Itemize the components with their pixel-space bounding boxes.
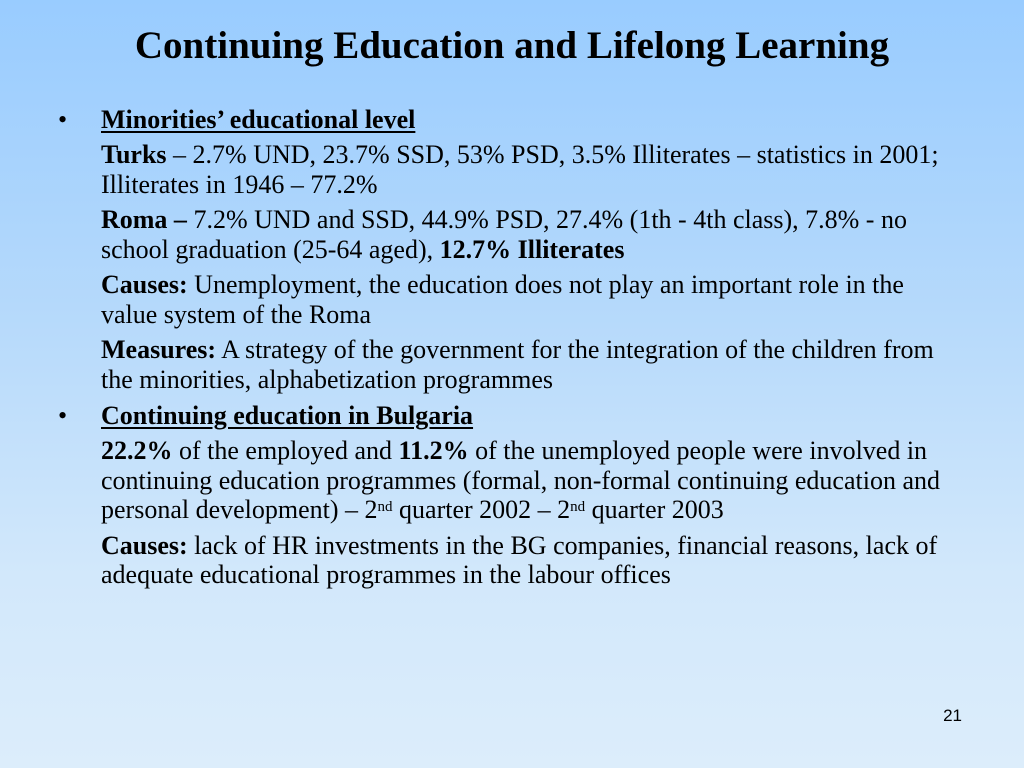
page-number: 21 xyxy=(943,706,962,725)
turks-text: – 2.7% UND, 23.7% SSD, 53% PSD, 3.5% Illiterates – statistics in 2001; Illiterates in 1946 – 77.2% xyxy=(101,140,939,199)
bullet-icon: • xyxy=(58,105,68,134)
roma-illiterates-emphasis: 12.7% Illiterates xyxy=(439,234,625,264)
causes-label: Causes: xyxy=(101,270,188,299)
paragraph-participation-stats xyxy=(101,436,956,525)
causes-text: Unemployment, the education does not play an important role in the value system of the Roma xyxy=(101,270,904,329)
measures-label: Measures: xyxy=(101,335,217,364)
turks-label: Turks xyxy=(101,140,167,169)
stats-text-c: quarter 2002 – 2 xyxy=(392,495,571,524)
paragraph-measures xyxy=(101,335,956,394)
bullet-minorities xyxy=(56,104,956,136)
paragraph-minority-causes xyxy=(101,270,956,329)
bullet-continuing-education xyxy=(56,400,956,432)
measures-text: A strategy of the government for the integration of the children from the minorities, alphabetization programmes xyxy=(101,335,934,394)
unemployed-percentage: 11.2% xyxy=(398,436,469,465)
section-heading-continuing-education: Continuing education in Bulgaria xyxy=(101,401,474,430)
ordinal-suffix: nd xyxy=(377,499,393,515)
slide-content xyxy=(56,104,956,596)
stats-text-b: of the unemployed people were involved in continuing education programmes (formal, non-formal continuing education and personal development) – 2 xyxy=(101,436,940,524)
section-heading-minorities: Minorities’ educational level xyxy=(101,105,416,134)
roma-text: 7.2% UND and SSD, 44.9% PSD, 27.4% (1th - 4th class), 7.8% - no school graduation (25-64 aged), xyxy=(101,205,907,264)
ordinal-suffix: nd xyxy=(570,499,586,515)
paragraph-roma xyxy=(101,205,956,264)
slide-title: Continuing Education and Lifelong Learning xyxy=(134,24,890,67)
roma-label: Roma – xyxy=(101,205,194,234)
paragraph-turks xyxy=(101,140,956,199)
stats-text-d: quarter 2003 xyxy=(585,495,724,524)
paragraph-bg-causes xyxy=(101,531,956,590)
causes-label: Causes: xyxy=(101,530,188,560)
stats-text-a: of the employed and xyxy=(172,436,399,465)
causes-text: lack of HR investments in the BG companies, financial reasons, lack of adequate educational programmes in the labour offices xyxy=(101,530,938,589)
employed-percentage: 22.2% xyxy=(101,436,173,465)
bullet-icon: • xyxy=(58,401,68,430)
